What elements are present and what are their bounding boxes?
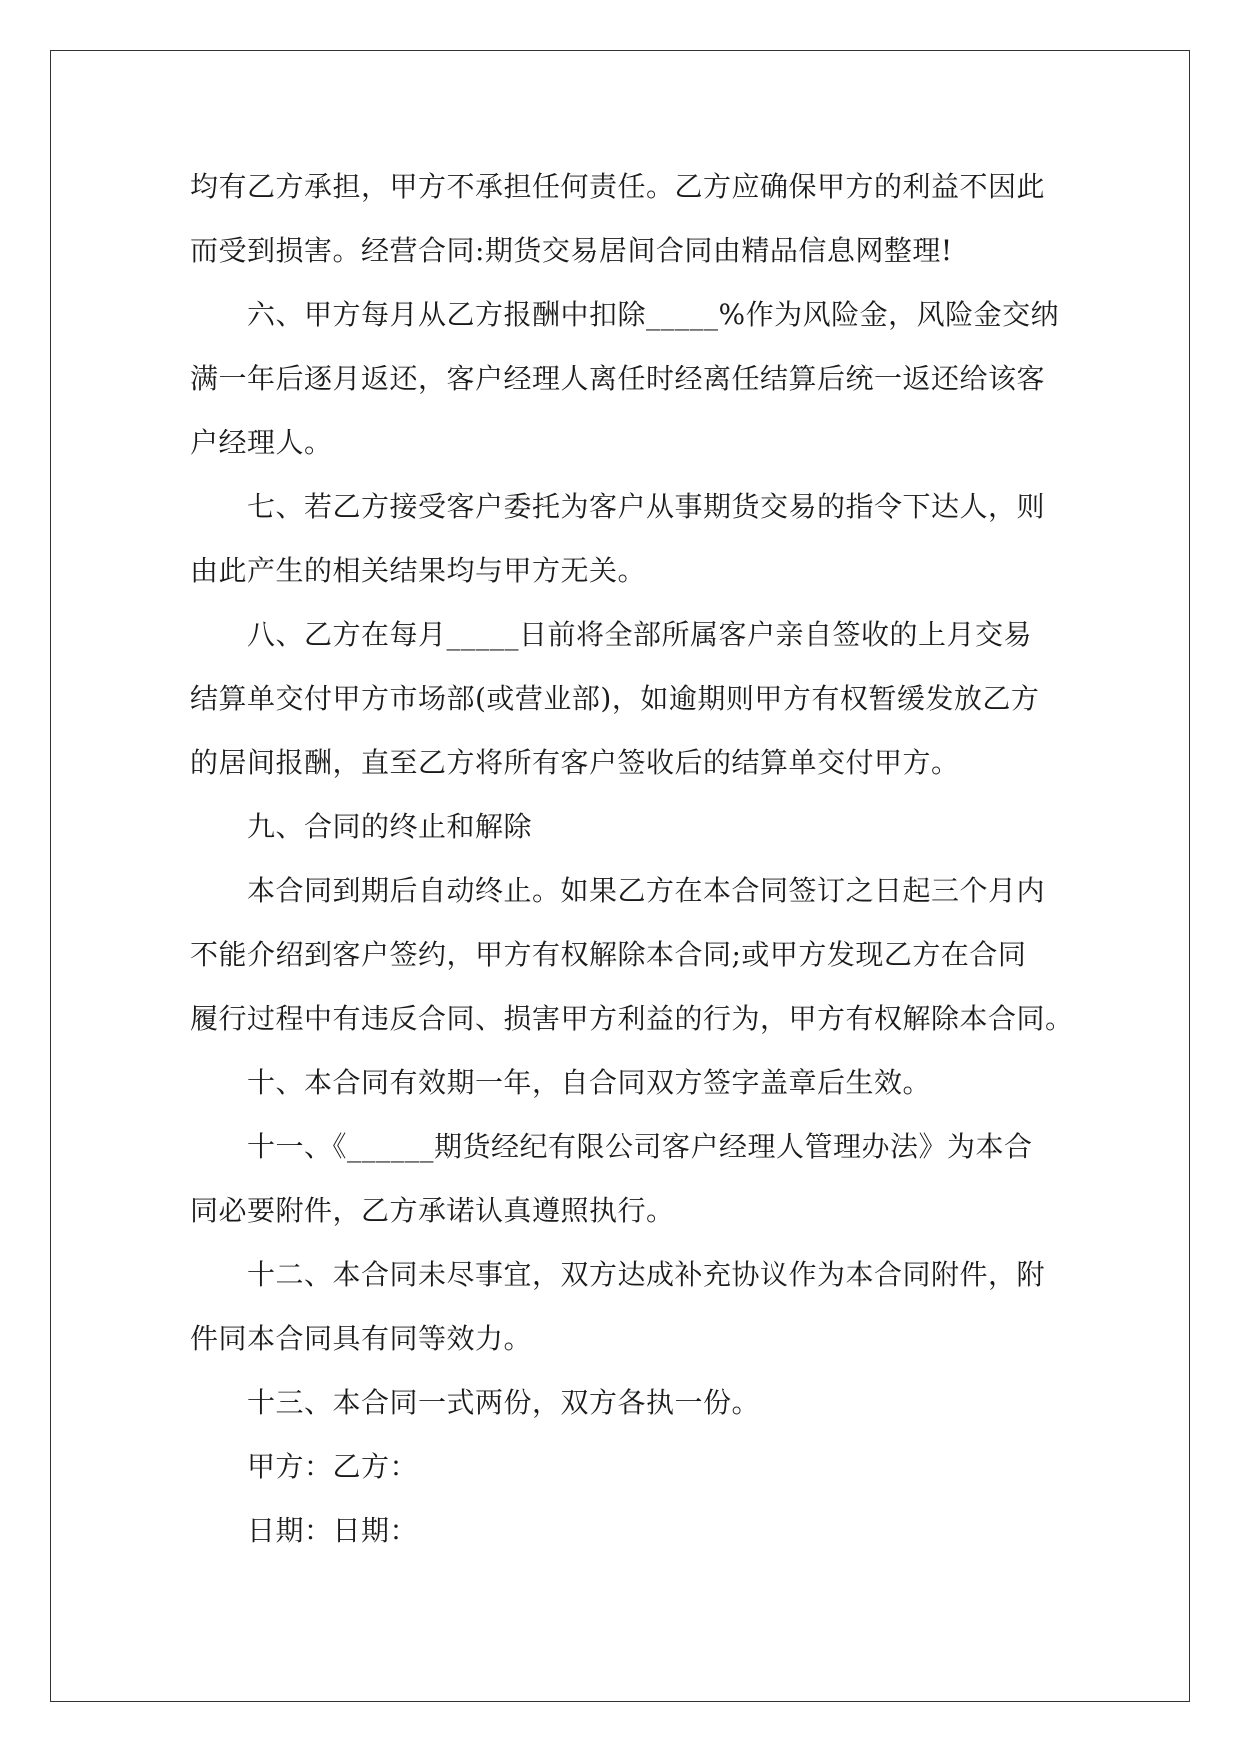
party-signature-line: 甲方：乙方：	[247, 1450, 419, 1483]
date-signature-line: 日期：日期：	[247, 1514, 419, 1547]
document-body	[190, 155, 1074, 1563]
text-line: 而受到损害。经营合同:期货交易居间合同由精品信息网整理!	[190, 234, 953, 267]
text-line: 户经理人。	[190, 426, 333, 459]
text-line: 由此产生的相关结果均与甲方无关。	[190, 554, 647, 587]
clause-12-line: 十二、本合同未尽事宜，双方达成补充协议作为本合同附件，附	[247, 1258, 1046, 1291]
text-line: 件同本合同具有同等效力。	[190, 1322, 533, 1355]
text-line: 的居间报酬，直至乙方将所有客户签收后的结算单交付甲方。	[190, 746, 960, 779]
text-line: 同必要附件，乙方承诺认真遵照执行。	[190, 1194, 675, 1227]
text-line: 不能介绍到客户签约，甲方有权解除本合同;或甲方发现乙方在合同	[190, 938, 1027, 971]
clause-13-line: 十三、本合同一式两份，双方各执一份。	[247, 1386, 761, 1419]
clause-11-line: 十一、《______期货经纪有限公司客户经理人管理办法》为本合	[247, 1130, 1033, 1163]
clause-6-line: 六、甲方每月从乙方报酬中扣除_____%作为风险金，风险金交纳	[247, 298, 1060, 331]
text-line: 均有乙方承担，甲方不承担任何责任。乙方应确保甲方的利益不因此	[190, 170, 1046, 203]
text-line: 履行过程中有违反合同、损害甲方利益的行为，甲方有权解除本合同。	[190, 1002, 1074, 1035]
text-line: 满一年后逐月返还，客户经理人离任时经离任结算后统一返还给该客	[190, 362, 1046, 395]
clause-10-line: 十、本合同有效期一年，自合同双方签字盖章后生效。	[247, 1066, 932, 1099]
clause-7-line: 七、若乙方接受客户委托为客户从事期货交易的指令下达人，则	[247, 490, 1046, 523]
text-line: 结算单交付甲方市场部(或营业部)，如逾期则甲方有权暂缓发放乙方	[190, 682, 1040, 715]
clause-8-line: 八、乙方在每月_____日前将全部所属客户亲自签收的上月交易	[247, 618, 1033, 651]
clause-9-heading: 九、合同的终止和解除	[247, 810, 533, 843]
clause-9-body-line: 本合同到期后自动终止。如果乙方在本合同签订之日起三个月内	[247, 874, 1046, 907]
